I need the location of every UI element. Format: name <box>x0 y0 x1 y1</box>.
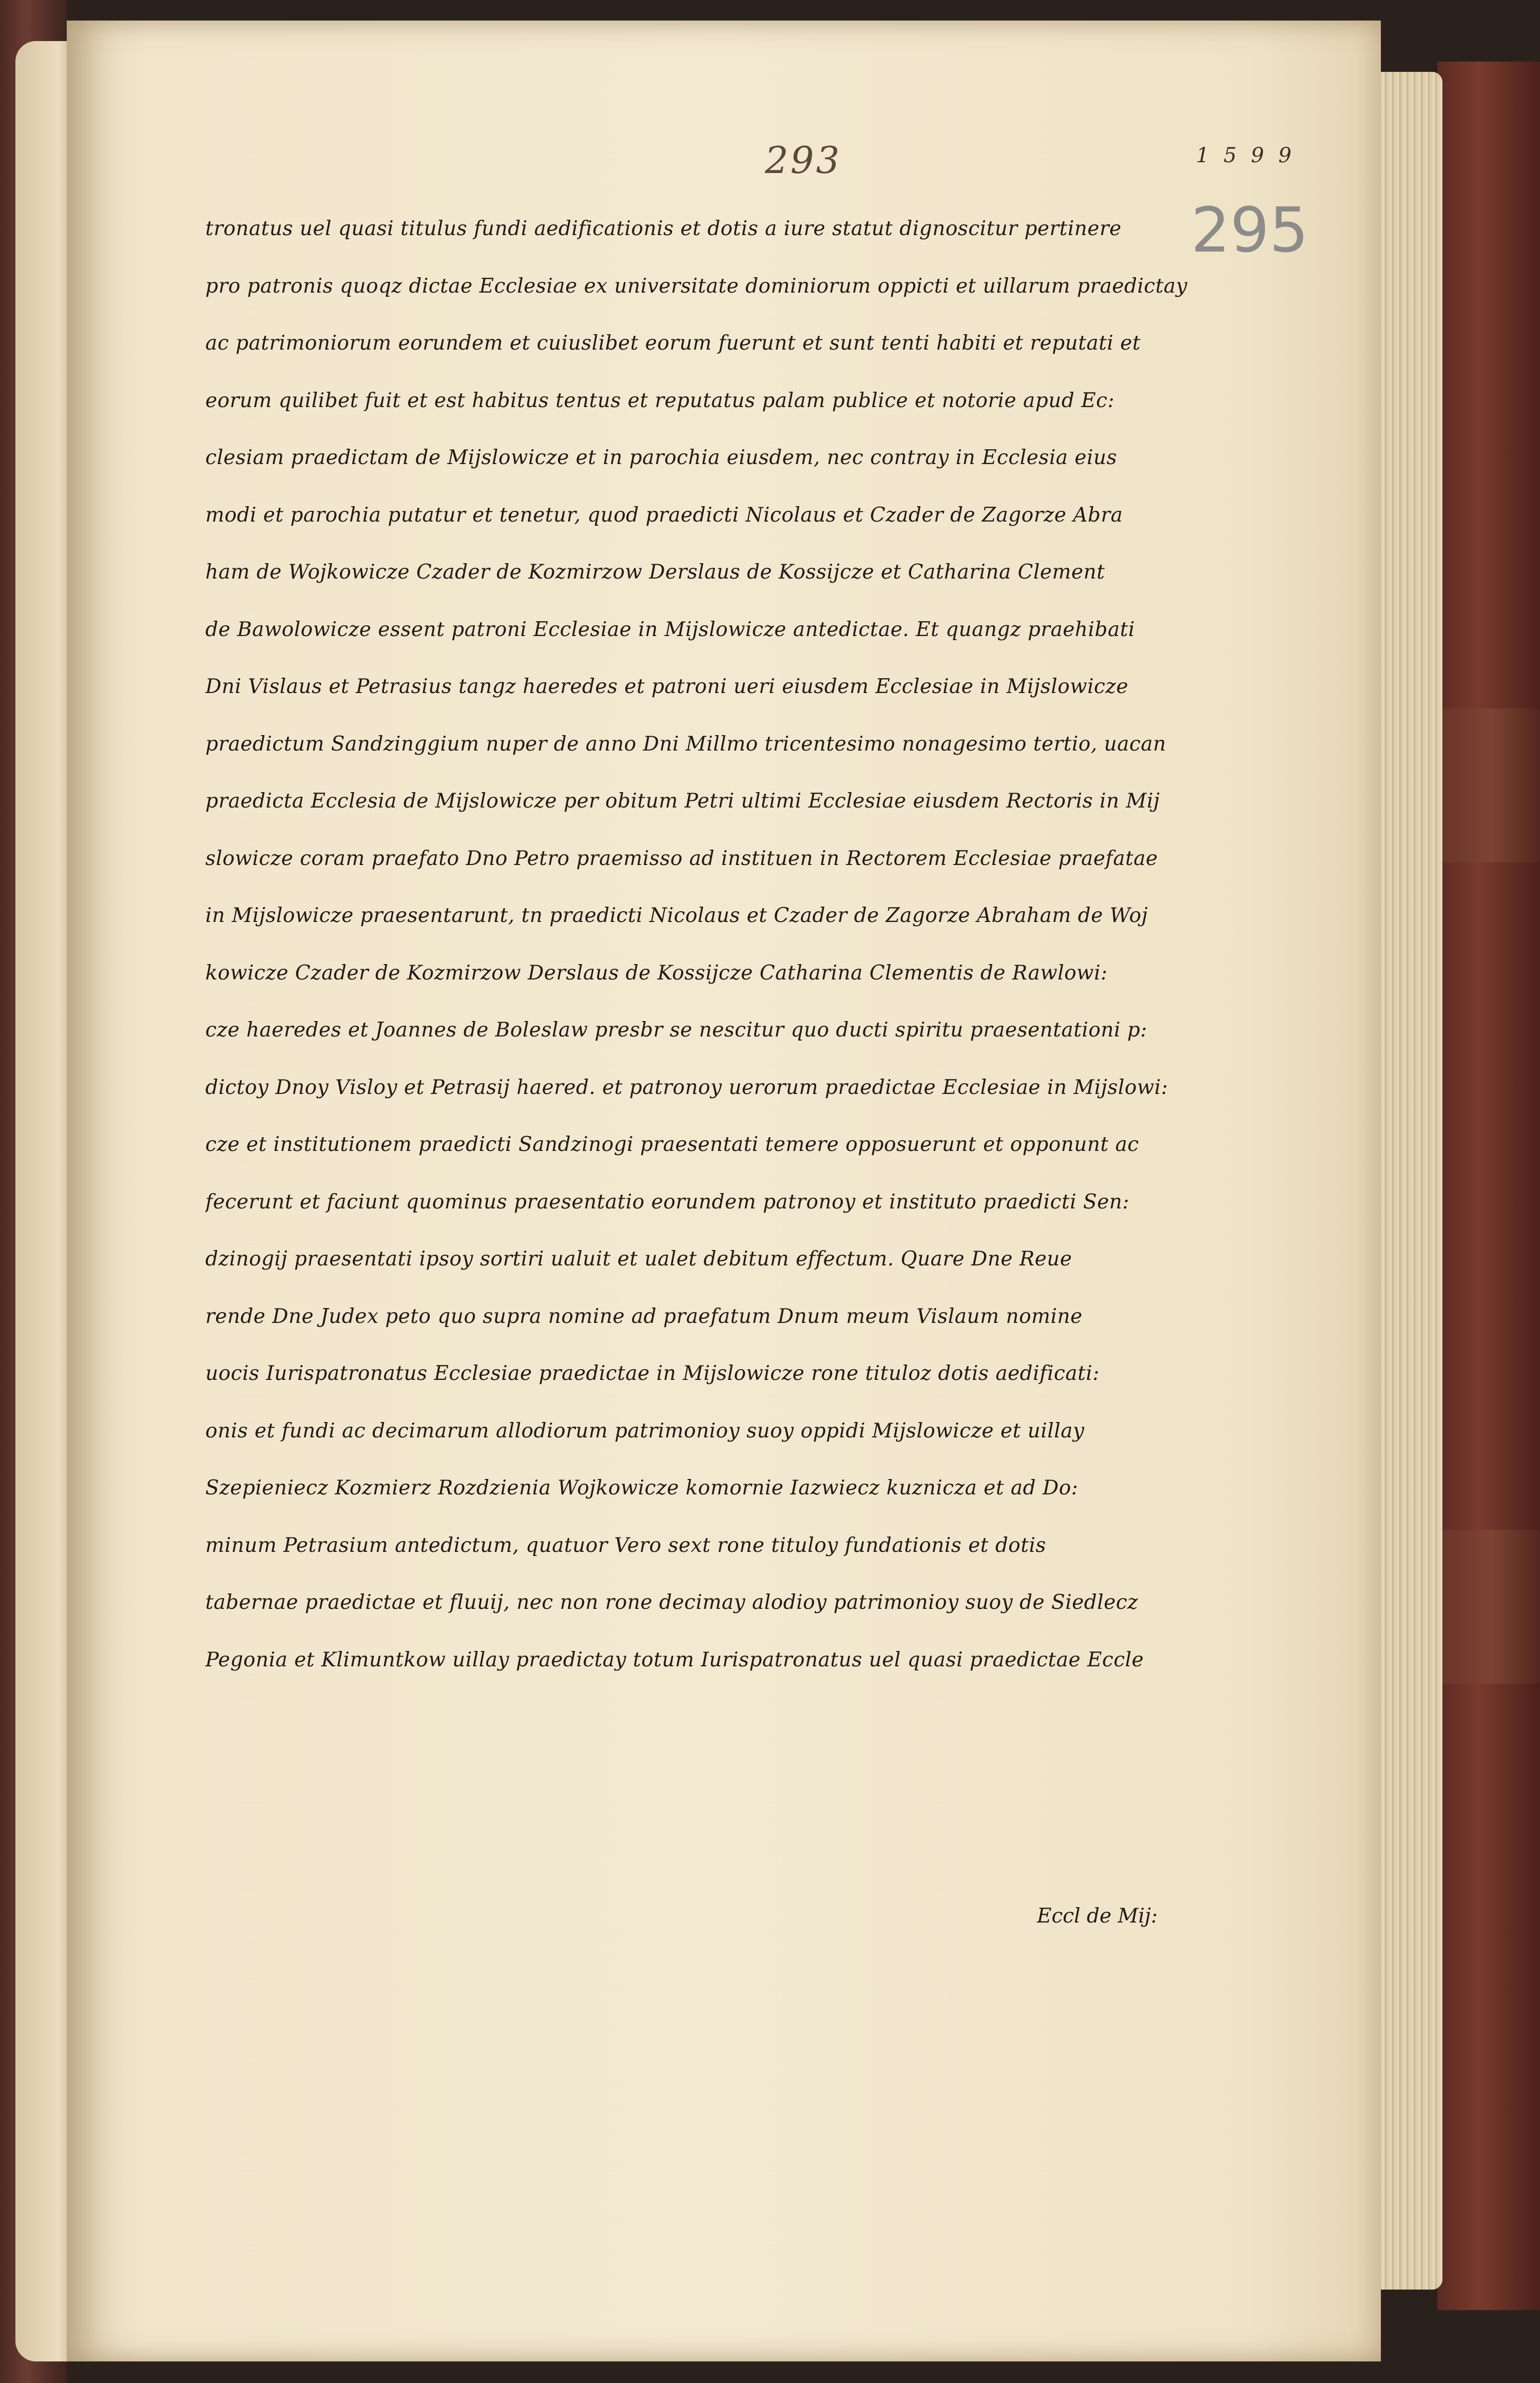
text-line: onis et fundi ac decimarum allodiorum patrimonioy suoy oppidi Mijslowicze et uillay <box>205 1419 1085 1443</box>
folio-number: 293 <box>765 139 842 182</box>
text-line: uocis Iurispatronatus Ecclesiae praedictae in Mijslowicze rone tituloz dotis aedificati: <box>205 1362 1100 1385</box>
text-line: Pegonia et Klimuntkow uillay praedictay totum Iurispatronatus uel quasi praedictae Eccle <box>205 1648 1144 1671</box>
text-line: tabernae praedictae et fluuij, nec non rone decimay alodioy patrimonioy suoy de Siedlecz <box>205 1591 1139 1614</box>
text-line: ham de Wojkowicze Czader de Kozmirzow Derslaus de Kossijcze et Catharina Clement <box>205 561 1105 584</box>
book-cover-right <box>1437 62 1540 2310</box>
text-line: cze haeredes et Joannes de Boleslaw presbr se nescitur quo ducti spiritu praesentationi p: <box>205 1018 1147 1042</box>
text-line: fecerunt et faciunt quominus praesentatio eorundem patronoy et instituto praedicti Sen: <box>205 1190 1130 1214</box>
text-line: pro patronis quoqz dictae Ecclesiae ex universitate dominiorum oppicti et uillarum praedictay <box>205 274 1188 298</box>
text-line: modi et parochia putatur et tenetur, quod praedicti Nicolaus et Czader de Zagorze Abra <box>205 503 1123 527</box>
text-line: clesiam praedictam de Mijslowicze et in parochia eiusdem, nec contray in Ecclesia eius <box>205 446 1118 469</box>
text-line: rende Dne Judex peto quo supra nomine ad praefatum Dnum meum Vislaum nomine <box>205 1304 1083 1328</box>
catchword: Eccl de Mij: <box>1037 1905 1158 1928</box>
year-mark: 1599 <box>1196 144 1306 167</box>
text-line: minum Petrasium antedictum, quatuor Vero sext rone tituloy fundationis et dotis <box>205 1533 1046 1557</box>
text-line: in Mijslowicze praesentarunt, tn praedicti Nicolaus et Czader de Zagorze Abraham de Woj <box>205 904 1148 927</box>
text-line: praedicta Ecclesia de Mijslowicze per obitum Petri ultimi Ecclesiae eiusdem Rectoris in Mij <box>205 790 1160 813</box>
text-line: tronatus uel quasi titulus fundi aedificationis et dotis a iure statut dignoscitur pertinere <box>205 217 1122 240</box>
text-line: cze et institutionem praedicti Sandzinogi praesentati temere opposuerunt et opponunt ac <box>205 1133 1139 1156</box>
text-line: dictoy Dnoy Visloy et Petrasij haered. et patronoy uerorum praedictae Ecclesiae in Mijslowi: <box>205 1075 1168 1099</box>
text-line: Szepieniecz Kozmierz Rozdzienia Wojkowicze komornie Iazwiecz kuznicza et ad Do: <box>205 1476 1079 1500</box>
text-line: slowicze coram praefato Dno Petro praemisso ad instituen in Rectorem Ecclesiae praefatae <box>205 847 1158 870</box>
text-line: Dni Vislaus et Petrasius tangz haeredes et patroni ueri eiusdem Ecclesiae in Mijslowicze <box>205 675 1129 698</box>
text-line: praedictum Sandzinggium nuper de anno Dni Millmo tricentesimo nonagesimo tertio, uacan <box>205 732 1166 756</box>
text-line: ac patrimoniorum eorundem et cuiuslibet eorum fuerunt et sunt tenti habiti et reputati et <box>205 332 1141 355</box>
pencil-page-number: 295 <box>1191 195 1309 266</box>
page-stack-edges <box>1381 72 1442 2290</box>
text-line: eorum quilibet fuit et est habitus tentus et reputatus palam publice et notorie apud Ec: <box>205 389 1115 412</box>
text-line: de Bawolowicze essent patroni Ecclesiae in Mijslowicze antedictae. Et quangz praehibati <box>205 618 1135 641</box>
manuscript-text <box>205 200 1206 1688</box>
text-line: dzinogij praesentati ipsoy sortiri ualuit et ualet debitum effectum. Quare Dne Reue <box>205 1247 1072 1271</box>
text-line: kowicze Czader de Kozmirzow Derslaus de Kossijcze Catharina Clementis de Rawlowi: <box>205 961 1108 985</box>
